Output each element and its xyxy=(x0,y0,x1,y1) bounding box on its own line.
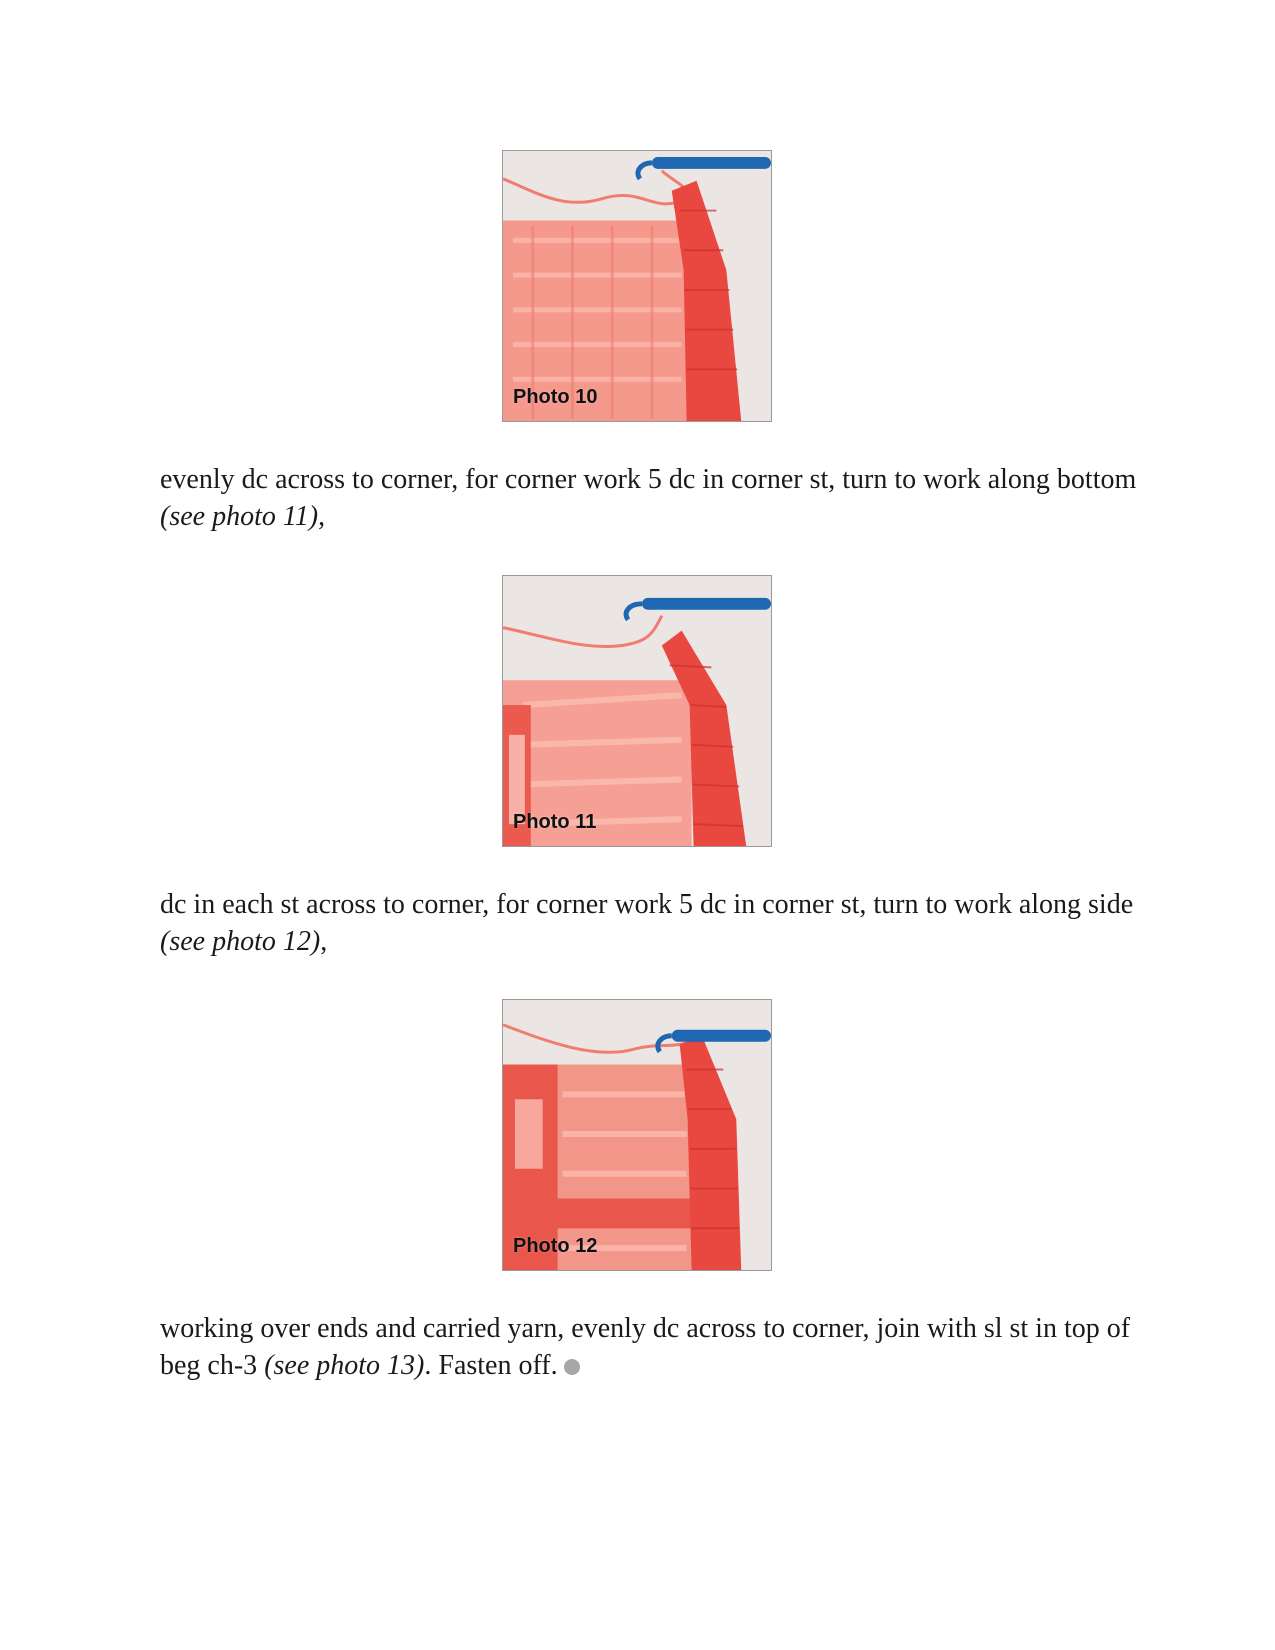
crochet-photo-10-image xyxy=(503,151,771,421)
paragraph-2 xyxy=(160,886,1140,960)
photo-10-label: Photo 10 xyxy=(513,386,598,408)
paragraph-2-photo-reference: (see photo 12) xyxy=(160,926,321,957)
paragraph-3 xyxy=(160,1310,1140,1384)
photo-11 xyxy=(502,575,772,847)
end-of-article-dot-icon xyxy=(564,1359,580,1375)
paragraph-1-photo-reference: (see photo 11) xyxy=(160,501,319,532)
paragraph-2-punctuation: , xyxy=(320,926,328,957)
photo-10 xyxy=(502,150,772,422)
paragraph-3-ending: . Fasten off. xyxy=(424,1350,558,1381)
photo-12-label: Photo 12 xyxy=(513,1235,598,1257)
paragraph-3-photo-reference: (see photo 13) xyxy=(264,1350,425,1381)
photo-11-label: Photo 11 xyxy=(513,811,597,833)
crochet-photo-12-image xyxy=(503,1000,771,1270)
paragraph-2-text: dc in each st across to corner, for corner work 5 dc in corner st, turn to work along side xyxy=(160,889,1134,920)
paragraph-1-text: evenly dc across to corner, for corner work 5 dc in corner st, turn to work along bottom xyxy=(160,464,1137,495)
crochet-photo-11-image xyxy=(503,576,771,846)
paragraph-1 xyxy=(160,461,1140,535)
photo-12 xyxy=(502,999,772,1271)
paragraph-3-text: working over ends and carried yarn, evenly dc across to corner, join with sl st in top of beg ch-3 xyxy=(160,1313,1131,1381)
paragraph-1-punctuation: , xyxy=(318,501,326,532)
